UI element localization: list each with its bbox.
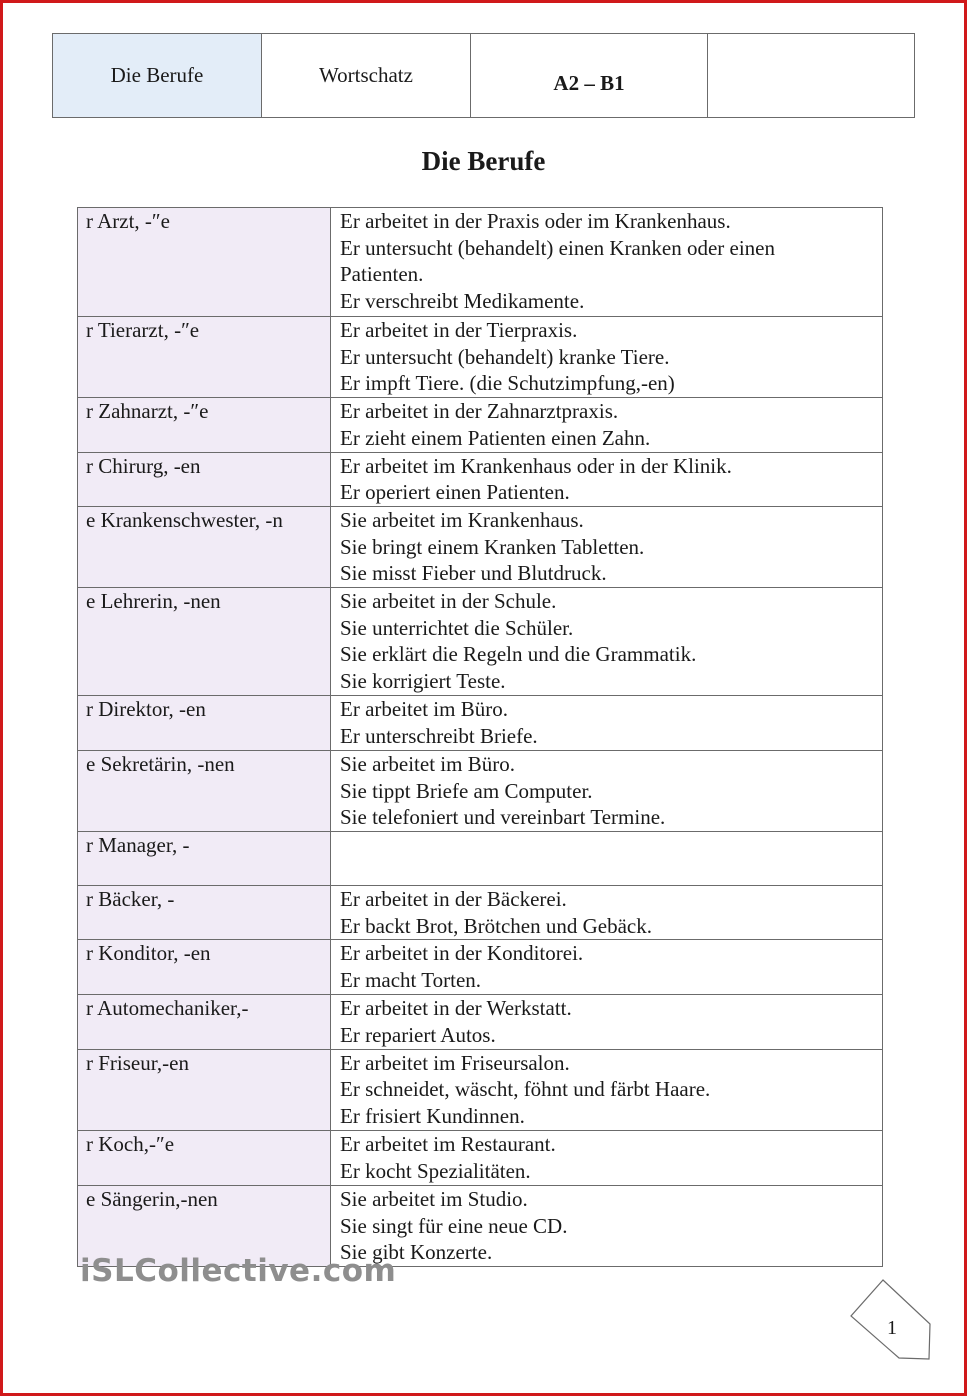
page-number-badge — [848, 1278, 934, 1362]
table-row — [78, 588, 883, 696]
job-description — [331, 1185, 883, 1266]
description-line: Er arbeitet im Restaurant. — [340, 1131, 556, 1156]
job-term: r Manager, - — [78, 831, 331, 885]
page-number: 1 — [887, 1317, 897, 1339]
description-line: Er arbeitet in der Konditorei. — [340, 941, 584, 966]
job-term: r Chirurg, -en — [78, 452, 331, 506]
description-line: Er arbeitet im Büro. — [340, 696, 508, 721]
table-row — [78, 506, 883, 587]
job-term: e Sängerin,-nen — [78, 1185, 331, 1266]
watermark: iSLCollective.com — [80, 1253, 397, 1289]
description-line: Sie arbeitet im Studio. — [340, 1186, 528, 1211]
job-description — [331, 208, 883, 317]
description-line: Er arbeitet in der Zahnarztpraxis. — [340, 399, 619, 424]
description-line: Patienten. — [340, 262, 424, 287]
job-description — [331, 588, 883, 696]
header-topic: Die Berufe — [53, 34, 262, 118]
job-description — [331, 831, 883, 885]
description-line: Er impft Tiere. (die Schutzimpfung,-en) — [340, 371, 675, 396]
table-row — [78, 317, 883, 398]
vocabulary-table — [77, 207, 883, 1267]
description-line: Sie telefoniert und vereinbart Termine. — [340, 805, 666, 830]
table-row — [78, 831, 883, 885]
description-line: Er macht Torten. — [340, 968, 482, 993]
table-row — [78, 398, 883, 452]
description-line: Er arbeitet in der Praxis oder im Krankenhaus. — [340, 209, 731, 233]
description-line: Er operiert einen Patienten. — [340, 480, 570, 505]
description-line: Er arbeitet in der Tierpraxis. — [340, 318, 578, 342]
job-term: r Direktor, -en — [78, 695, 331, 750]
job-term: r Zahnarzt, -″e — [78, 398, 331, 452]
job-term: r Koch,-″e — [78, 1130, 331, 1185]
job-term: r Konditor, -en — [78, 940, 331, 995]
description-line: Sie korrigiert Teste. — [340, 669, 506, 694]
job-description — [331, 1049, 883, 1130]
header-level: A2 – B1 — [471, 34, 708, 118]
description-line: Er schneidet, wäscht, föhnt und färbt Haare. — [340, 1077, 711, 1102]
description-line: Sie bringt einem Kranken Tabletten. — [340, 534, 645, 559]
table-row — [78, 208, 883, 317]
job-term: e Krankenschwester, -n — [78, 506, 331, 587]
job-description — [331, 995, 883, 1049]
description-line: Er kocht Spezialitäten. — [340, 1158, 531, 1183]
description-line: Sie misst Fieber und Blutdruck. — [340, 561, 607, 586]
description-line: Sie arbeitet im Büro. — [340, 751, 515, 776]
job-description — [331, 317, 883, 398]
table-row — [78, 940, 883, 995]
description-line: Er frisiert Kundinnen. — [340, 1104, 525, 1129]
job-term: e Sekretärin, -nen — [78, 750, 331, 831]
table-row — [78, 1130, 883, 1185]
description-line: Sie unterrichtet die Schüler. — [340, 615, 574, 640]
job-description — [331, 1130, 883, 1185]
job-term: r Arzt, -″e — [78, 208, 331, 317]
job-description — [331, 695, 883, 750]
header-empty-cell — [708, 34, 915, 118]
table-row — [78, 750, 883, 831]
job-description — [331, 750, 883, 831]
table-row — [78, 695, 883, 750]
job-term: r Automechaniker,- — [78, 995, 331, 1049]
description-line: Er arbeitet in der Werkstatt. — [340, 996, 572, 1021]
table-row — [78, 885, 883, 939]
description-line: Er arbeitet in der Bäckerei. — [340, 886, 567, 911]
description-line: Er unterschreibt Briefe. — [340, 723, 538, 748]
table-row — [78, 452, 883, 506]
description-line: Sie arbeitet im Krankenhaus. — [340, 507, 584, 532]
header-table — [52, 33, 915, 118]
page-title: Die Berufe — [421, 146, 546, 176]
job-description — [331, 398, 883, 452]
description-line: Sie tippt Briefe am Computer. — [340, 778, 593, 803]
description-line: Er arbeitet im Krankenhaus oder in der Klinik. — [340, 453, 732, 478]
job-description — [331, 452, 883, 506]
job-description — [331, 940, 883, 995]
header-category: Wortschatz — [262, 34, 471, 118]
description-line: Sie erklärt die Regeln und die Grammatik. — [340, 642, 697, 667]
description-line: Er zieht einem Patienten einen Zahn. — [340, 425, 651, 450]
description-line: Er untersucht (behandelt) einen Kranken oder einen — [340, 235, 775, 260]
description-line: Sie arbeitet in der Schule. — [340, 589, 557, 614]
job-description — [331, 885, 883, 939]
job-term: r Tierarzt, -″e — [78, 317, 331, 398]
job-description — [331, 506, 883, 587]
description-line: Sie gibt Konzerte. — [340, 1240, 493, 1265]
job-term: r Bäcker, - — [78, 885, 331, 939]
table-row — [78, 1049, 883, 1130]
description-line: Er arbeitet im Friseursalon. — [340, 1050, 570, 1075]
description-line: Er backt Brot, Brötchen und Gebäck. — [340, 913, 652, 938]
job-term: e Lehrerin, -nen — [78, 588, 331, 696]
description-line: Er repariert Autos. — [340, 1023, 496, 1048]
job-term: r Friseur,-en — [78, 1049, 331, 1130]
description-line: Sie singt für eine neue CD. — [340, 1213, 568, 1238]
description-line: Er untersucht (behandelt) kranke Tiere. — [340, 344, 670, 369]
description-line: Er verschreibt Medikamente. — [340, 289, 585, 314]
table-row — [78, 995, 883, 1049]
